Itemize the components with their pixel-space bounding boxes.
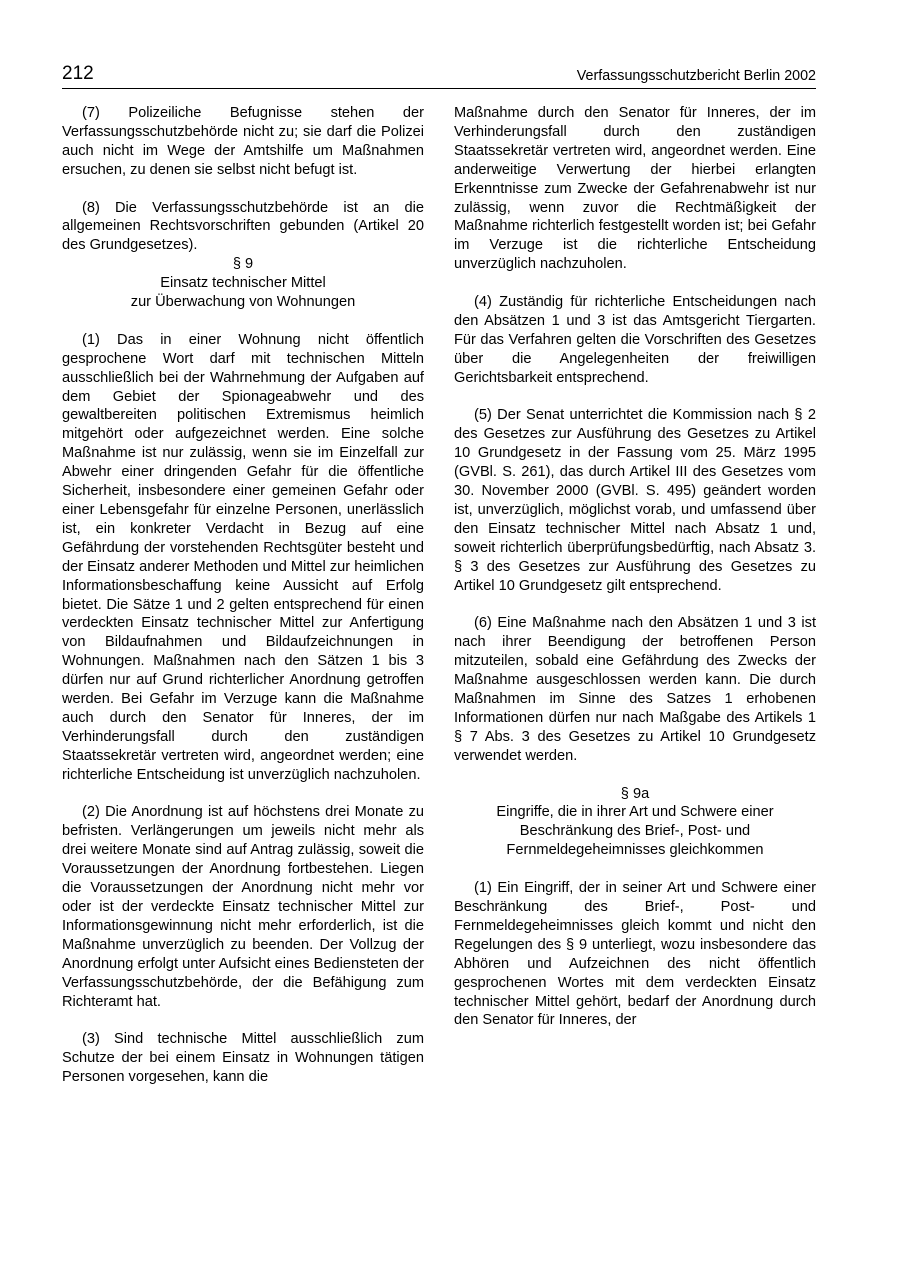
section-title: Einsatz technischer Mittel [160, 275, 326, 292]
paragraph-7: (7) Polizeiliche Befugnisse stehen der Verfassungsschutzbehörde nicht zu; sie darf die Polizei auch nicht im Wege der Amtshilfe um Maßnahmen ersuchen, zu denen sie selbst nicht befugt ist. [62, 105, 424, 178]
section-title: Fernmeldegeheimnisses gleichkommen [506, 842, 764, 859]
section-number: § 9 [232, 256, 254, 273]
section-9-paragraph-5: (5) Der Senat unterrichtet die Kommission nach § 2 des Gesetzes zur Ausführung des Gesetzes zu Artikel 10 Grundgesetz in der Fassung vom 25. März 1995 (GVBl. S. 261), das durch Artikel III des Gesetzes vom 30. November 2000 (GVBl. S. 495) geändert worden ist, unverzüglich, möglichst vorab, und umfassend über den Einsatz technischer Mittel nach Absatz 1 und, soweit richterlich überprüfungsbedürftig, nach Absatz 3. § 3 des Gesetzes zur Ausführung des Gesetzes zu Artikel 10 Grundgesetz gilt entsprechend. [454, 407, 816, 594]
section-9-heading [62, 255, 424, 312]
section-9a-paragraph-1: (1) Ein Eingriff, der in seiner Art und Schwere einer Beschränkung des Brief-, Post- und Fernmeldegeheimnisses gleich kommt und nicht den Regelungen des § 9 unterliegt, wozu insbesondere das Abhören und Aufzeichnen des nicht öffentlich gesprochenen Wortes mit dem verdeckten Einsatz technischer Mittel gehört, bedarf der Anordnung durch den Senator für Inneres, der [454, 880, 816, 1029]
running-title: Verfassungsschutzbericht Berlin 2002 [576, 68, 816, 84]
paragraph-8: (8) Die Verfassungsschutzbehörde ist an die allgemeinen Rechtsvorschriften gebunden (Artikel 20 des Grundgesetzes). [62, 199, 424, 254]
section-9-paragraph-3-continued: Maßnahme durch den Senator für Inneres, der im Verhinderungsfall durch den zuständigen Staatssekretär vertreten wird, angeordnet werden. Eine anderweitige Verwertung der hierbei erlangten Erkenntnisse zum Zwecke der Gefahrenabwehr ist nur zulässig, wenn zuvor die Rechtmäßigkeit der Maßnahme richterlich festgestellt worden ist; bei Gefahr im Verzuge ist die richterliche Entscheidung unverzüglich nachzuholen. [454, 105, 816, 273]
section-9-paragraph-2: (2) Die Anordnung ist auf höchstens drei Monate zu befristen. Verlängerungen um jeweils nicht mehr als drei weitere Monate sind auf Antrag zulässig, soweit die Voraussetzungen der Anordnung fortbestehen. Liegen die Voraussetzungen der Anordnung nicht mehr vor oder ist der verdeckte Einsatz technischer Mittel zur Informationsgewinnung nicht mehr erforderlich, ist die Maßnahme unverzüglich zu beenden. Der Vollzug der Anordnung erfolgt unter Aufsicht eines Bediensteten der Verfassungsschutzbehörde, der die Befähigung zum Richteramt hat. [62, 804, 424, 1010]
page-header [62, 62, 816, 89]
section-9a-heading [454, 785, 816, 861]
page-number: 212 [62, 63, 94, 84]
section-9-paragraph-4: (4) Zuständig für richterliche Entscheidungen nach den Absätzen 1 und 3 ist das Amtsgericht Tiergarten. Für das Verfahren gelten die Vorschriften des Gesetzes über die Angelegenheiten der freiwilligen Gerichtsbarkeit entsprechend. [454, 294, 816, 386]
section-number: § 9a [620, 785, 650, 802]
section-9-paragraph-3: (3) Sind technische Mittel ausschließlich zum Schutze der bei einem Einsatz in Wohnungen tätigen Personen vorgesehen, kann die [62, 1031, 424, 1086]
section-title: Eingriffe, die in ihrer Art und Schwere einer [496, 804, 774, 821]
section-9-paragraph-1: (1) Das in einer Wohnung nicht öffentlich gesprochene Wort darf mit technischen Mitteln ausschließlich bei der Wahrnehmung der Aufgaben auf dem Gebiet der Spionageabwehr und des gewaltbereiten politischen Extremismus heimlich mitgehört oder aufgezeichnet werden. Eine solche Maßnahme ist nur zulässig, wenn sie im Einzelfall zur Abwehr einer dringenden Gefahr für die öffentliche Sicherheit, insbesondere einer gemeinen Gefahr oder einer Lebensgefahr für einzelne Personen, unerlässlich ist, ein konkreter Verdacht in Bezug auf eine Gefährdung der vorstehenden Rechtsgüter besteht und der Einsatz anderer Methoden und Mittel zur heimlichen Informationsbeschaffung keine Aussicht auf Erfolg bietet. Die Sätze 1 und 2 gelten entsprechend für einen verdeckten Einsatz technischer Mittel zur Anfertigung von Bildaufnahmen und Bildaufzeichnungen in Wohnungen. Maßnahmen nach den Sätzen 1 bis 3 dürfen nur auf Grund richterlicher Anordnung getroffen werden. Bei Gefahr im Verzuge kann die Maßnahme auch durch den Senator für Inneres, der im Verhinderungsfall durch den zuständigen Staatssekretär vertreten wird, angeordnet werden; eine richterliche Entscheidung ist unverzüglich nachzuholen. [62, 331, 424, 783]
left-column [62, 104, 424, 1087]
section-title: zur Überwachung von Wohnungen [130, 294, 356, 311]
section-title: Beschränkung des Brief-, Post- und [519, 823, 751, 840]
right-column [454, 104, 816, 1030]
section-9-paragraph-6: (6) Eine Maßnahme nach den Absätzen 1 und 3 ist nach ihrer Beendigung der betroffenen Person mitzuteilen, sobald eine Gefährdung des Zwecks der Maßnahme ausgeschlossen werden kann. Die durch Maßnahmen im Sinne des Satzes 1 erhobenen Informationen dürfen nur nach Maßgabe des Artikels 1 § 7 Abs. 3 des Gesetzes zu Artikel 10 Grundgesetz verwendet werden. [454, 615, 816, 764]
